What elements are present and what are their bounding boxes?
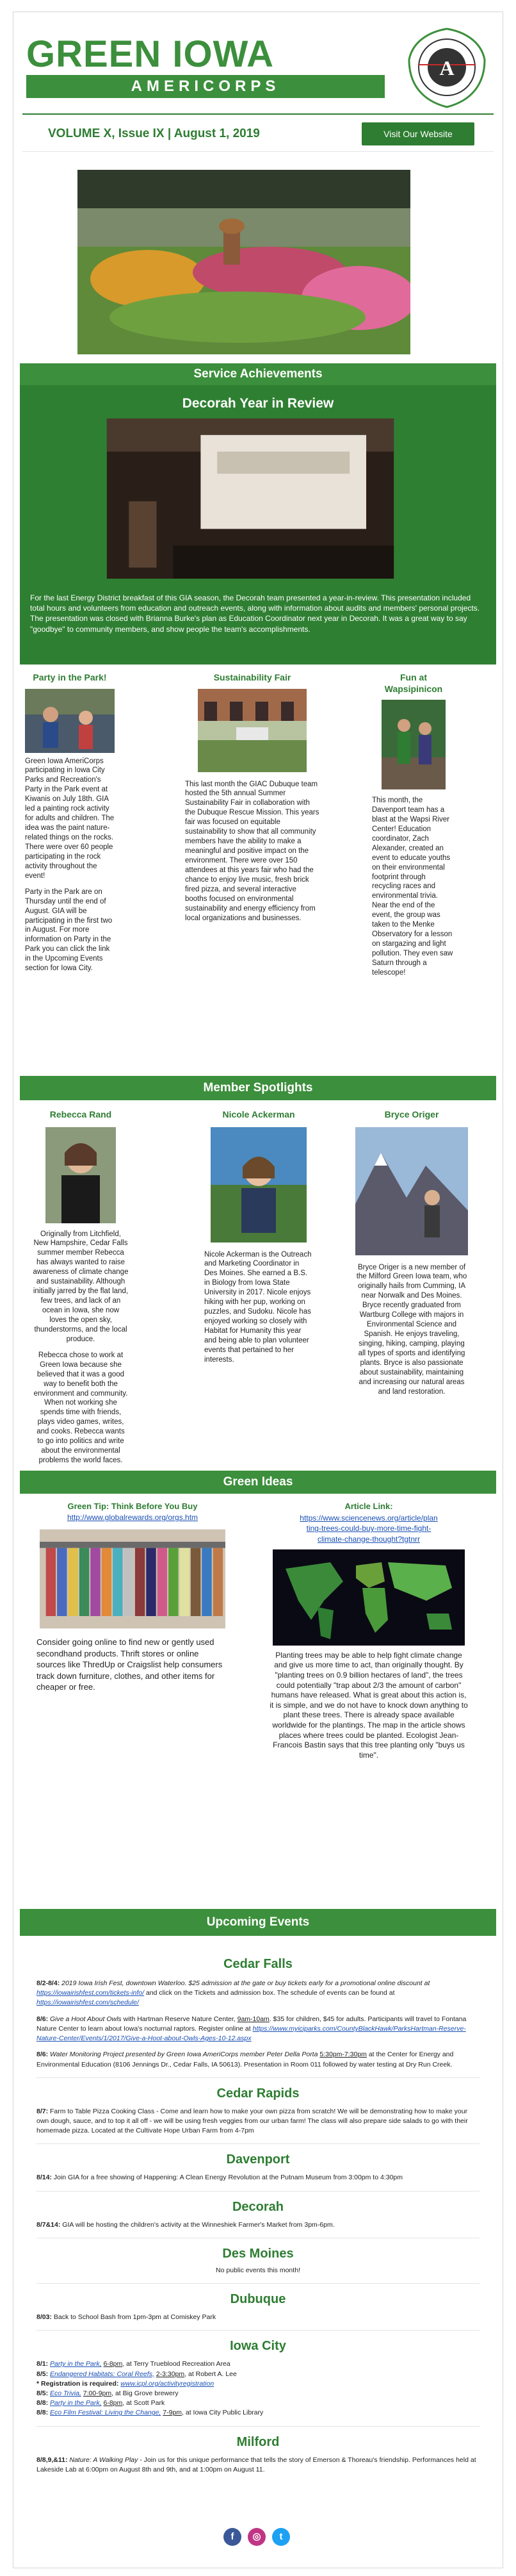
col-title: Sustainability Fair (213, 672, 291, 682)
event-item (36, 2313, 480, 2322)
issue-text: VOLUME X, Issue IX | August 1, 2019 (48, 127, 260, 140)
event-text: - Join us for this unique performance that tells the story of Emerson & Thoreau's friendship. Performances held at Lakeside Lab at 6:00pm on August 8th and 9th, and at 1:00pm on August 11. (36, 2456, 476, 2473)
event-item (36, 2389, 480, 2398)
newsletter-frame (13, 12, 503, 2568)
event-text: , at Robert A. Lee (184, 2370, 237, 2378)
member-bryce (354, 1109, 469, 1397)
green-tip (36, 1501, 229, 1693)
col-title: Party in the Park! (33, 672, 107, 682)
article-link-part[interactable]: climate-change-thought?tgtnrr (317, 1534, 421, 1544)
tree-planting-map (273, 1549, 465, 1646)
event-item (36, 2398, 480, 2408)
event-item (36, 2173, 480, 2183)
event-item (36, 2107, 480, 2136)
member-text: Nicole Ackerman is the Outreach and Marketing Coordinator in Des Moines. She earned a B.S. in Biology from Iowa State University in 2017. Nicole enjoys hiking with her pup, working on puzzles, and Sudoku. Nicole has enjoyed working so closely with Habitat for Humanity this year and being able to plan volunteer events that pertained to her interests. (204, 1250, 312, 1364)
divider (36, 2191, 480, 2192)
issue-row (22, 115, 494, 152)
col-text: Party in the Park are on Thursday until the end of August. GIA will be participating in the first two in August. For more information on Party in the Park you can click the link in the Upcoming Events section for Iowa City. (25, 888, 113, 973)
member-rebecca (33, 1109, 129, 1466)
event-text: , at Big Grove brewery (111, 2389, 179, 2397)
article-title: Article Link: (344, 1501, 393, 1511)
event-link[interactable]: Party in the Park, (50, 2399, 102, 2407)
events-section-header: Upcoming Events (20, 1909, 496, 1936)
col-title: Fun at Wapsipinicon (384, 672, 443, 694)
col-text: This month, the Davenport team has a blast at the Wapsi River Center! Education coordinator, Zach Alexander, created an event to educate youths on their environmental footprint through recycling races and environmental trivia. Near the end of the event, the group was taken to the Menke Observatory for a lesson on stargazing and light pollution. They even saw Saturn through a telescope! (372, 797, 453, 977)
event-title: Water Monitoring Project presented by Green Iowa AmeriCorps member Peter Della Porta (50, 2051, 318, 2059)
member-text: Bryce Origer is a new member of the Milford Green Iowa team, who originally hails from Cumming, IA near Norwalk and Des Moines. Bryce recently graduated from Wartburg College with majors in Environmental Science and Spanish. He enjoys traveling, singing, hiking, camping, playing all types of sports and identifying plants. Bryce is also passionate about sustainability, maintaining and increasing our natural areas and land restoration. (356, 1263, 467, 1396)
event-link[interactable]: Eco Trivia, (50, 2389, 81, 2397)
event-item (36, 2015, 480, 2044)
event-item (36, 2408, 480, 2418)
member-bryce-photo (355, 1127, 468, 1255)
member-nicole (204, 1109, 313, 1365)
event-city-heading: Dubuque (230, 2292, 286, 2307)
event-date: 8/5: (36, 2389, 49, 2397)
event-item: No public events this month! (216, 2266, 300, 2274)
sustainability-fair-photo (198, 689, 307, 772)
divider (36, 2077, 480, 2078)
spotlights-section-header: Member Spotlights (20, 1076, 496, 1100)
wapsipinicon-photo (382, 700, 446, 789)
article-link-part[interactable]: https://www.sciencenews.org/article/plan (300, 1514, 438, 1523)
member-name: Bryce Origer (384, 1109, 439, 1119)
event-text: Farm to Table Pizza Cooking Class - Come and learn how to make your own pizza from scratch! We will be demonstrating how to make your own dough, sauce, and to top it all off - we will be using fresh veggies from our urban farm! The class will also prepare side salads to go with their homemade pizza. Located at the Cultivate Hope Urban Farm from 4-7pm (36, 2107, 468, 2135)
event-time: 6-8pm (103, 2399, 123, 2407)
event-link[interactable]: Endangered Habitats: Coral Reefs, (50, 2370, 154, 2378)
visit-website-button[interactable]: Visit Our Website (362, 122, 474, 145)
hero-garden-photo (77, 170, 410, 354)
event-city-heading: Cedar Falls (223, 1957, 293, 1971)
event-item (36, 2050, 480, 2069)
event-text: 2019 Iowa Irish Fest, downtown Waterloo. $25 admission at the gate or buy tickets early for a promotional online discount at (61, 1979, 430, 1987)
event-city-heading: Decorah (232, 2199, 284, 2214)
event-text: , at Terry Trueblood Recreation Area (122, 2360, 230, 2368)
decorah-feature-title: Decorah Year in Review (182, 396, 334, 411)
tip-text: Consider going online to find new or gently used secondhand products. Thrift stores or online sources like ThredUp or Craigslist help consumers track down furniture, clothes, and other items for cheaper or free. (36, 1637, 223, 1692)
event-link[interactable]: www.icpl.org/activityregistration (120, 2379, 214, 2388)
event-date: 8/8,9,&11: (36, 2456, 68, 2464)
event-item (36, 2456, 480, 2475)
service-col-1 (25, 672, 115, 973)
article-block (270, 1501, 468, 1760)
event-date: 8/7: (36, 2107, 49, 2115)
member-name: Rebecca Rand (49, 1109, 112, 1119)
logo-subtitle: AMERICORPS (26, 75, 385, 98)
col-text: This last month the GIAC Dubuque team hosted the 5th annual Summer Sustainability Fair in collaboration with the Dubuque Rescue Mission. This years fair was focused on equitable sustainability to show that all community members have the ability to make a meaningful and positive impact on the environment. There were over 150 attendees at this years fair who had the chance to enjoy live music, fresh brick fired pizza, and several interactive booths focused on environmental sustainability and energy efficiency from local organizations and businesses. (185, 780, 319, 922)
event-date: 8/1: (36, 2360, 49, 2368)
newsletter-header (22, 12, 494, 115)
event-link[interactable]: https://iowairishfest.com/schedule/ (36, 1999, 139, 2007)
event-city-heading: Davenport (226, 2152, 290, 2167)
event-city-heading: Iowa City (230, 2339, 286, 2354)
event-date: 8/7&14: (36, 2220, 61, 2229)
member-text: Rebecca chose to work at Green Iowa because she believed that it was a good way to benefit both the environment and community. When not working she spends time with friends, plays video games, writes, and cooks. Rebecca wants to go into politics and write about the environmental problems the world faces. (33, 1351, 128, 1465)
article-link[interactable] (270, 1513, 468, 1544)
decorah-feature-block (20, 385, 496, 665)
event-date: 8/8: (36, 2409, 49, 2417)
event-text: GIA will be hosting the children's activity at the Winneshiek Farmer's Market from 3pm-6pm. (62, 2220, 335, 2229)
event-link[interactable]: Eco Film Festival: Living the Change, (50, 2409, 161, 2417)
event-city-heading: Des Moines (222, 2246, 294, 2261)
event-title: Nature: A Walking Play (69, 2456, 138, 2464)
event-city-heading: Milford (236, 2434, 280, 2449)
event-text: at the Center for Energy and Environmental Education (8106 Jennings Dr., Cedar Falls, IA 50613). Presentation in Room 011 followed by water testing at Dry Run Creek. (36, 2051, 454, 2068)
event-date: 8/6: (36, 2015, 49, 2023)
event-link[interactable]: https://iowairishfest.com/tickets-info/ (36, 1989, 145, 1997)
facebook-icon[interactable]: f (223, 2528, 241, 2546)
member-nicole-photo (211, 1127, 307, 1243)
event-time: 6-8pm (103, 2360, 123, 2368)
event-item (36, 2220, 480, 2230)
divider (36, 2143, 480, 2144)
divider (36, 2426, 480, 2427)
event-text: Join GIA for a free showing of Happening: A Clean Energy Revolution at the Putnam Museum from 3:00pm to 4:30pm (53, 2174, 403, 2182)
article-link-part[interactable]: ting-trees-could-buy-more-time-fight- (306, 1524, 431, 1533)
event-date: 8/5: (36, 2370, 49, 2378)
logo-title: GREEN IOWA (26, 33, 275, 75)
event-text: and click on the Tickets and admission box. The schedule of events can be found at (145, 1989, 395, 1997)
event-item (36, 1979, 480, 2008)
event-time: 7-9pm (163, 2409, 182, 2417)
service-col-2 (185, 672, 319, 923)
event-city-heading: Cedar Rapids (216, 2086, 300, 2101)
tip-title: Green Tip: Think Before You Buy (67, 1501, 198, 1511)
service-col-3 (372, 672, 455, 978)
event-title: Give a Hoot About Owls (50, 2015, 122, 2023)
event-time: 9am-10am (237, 2015, 270, 2023)
event-item (36, 2379, 480, 2389)
social-icons (13, 2528, 503, 2550)
event-note: * Registration is required: (36, 2379, 119, 2388)
article-text: Planting trees may be able to help fight climate change and give us more time to act, than originally thought. By "planting trees on 0.9 billion hectares of land", the trees could potentially "trap about 2/3 the amount of carbon" humans have released. What is great about this action is, it is simple, and we do not have to knock down anything to plant these trees. There is already space available worldwide for the plantings. The map in the article shows places where trees could be planted. Ecologist Jean-Francois Bastin says that this tree planting only "buys us time". (270, 1650, 468, 1760)
party-in-park-photo (25, 689, 115, 753)
event-date: 8/8: (36, 2399, 49, 2407)
event-text: with Hartman Reserve Nature Center, (123, 2015, 236, 2023)
instagram-icon[interactable]: ◎ (248, 2528, 266, 2546)
event-text: , at Scott Park (122, 2399, 165, 2407)
events-list (36, 1947, 480, 2475)
member-rebecca-photo (45, 1127, 116, 1223)
event-time: 7:00-9pm (83, 2389, 112, 2397)
event-date: 8/2-8/4: (36, 1979, 60, 1987)
tip-link[interactable]: http://www.globalrewards.org/orgs.htm (67, 1513, 198, 1523)
twitter-icon[interactable]: t (272, 2528, 290, 2546)
event-text: . $35 for children, $45 for adults. Participants will travel to Fontana Nature Center to learn about Iowa's nocturnal raptors. Register online at (36, 2015, 467, 2033)
badge-letter: A (439, 56, 455, 79)
event-date: 8/14: (36, 2174, 52, 2182)
decorah-feature-text: For the last Energy District breakfast of this GIA season, the Decorah team presented a year-in-review. This presentation included total hours and volunteers from education and outreach events, along with information about audits and members' personal projects. The presentation was closed with Brianna Burke's plan as Education Coordinator next year in Decorah. It was a great way to say "goodbye" to community members, and show people the team's accomplishments. (30, 593, 480, 634)
decorah-presentation-photo (65, 418, 436, 579)
ideas-section-header: Green Ideas (20, 1471, 496, 1494)
service-section-header: Service Achievements (20, 363, 496, 385)
event-link[interactable]: https://www.myiciparks.com/CountyBlackHawk/ParksHartman-Reserve-Nature-Center/Events/1/2017/Give-a-Hoot-about-Owls-Ages-10-12.aspx (36, 2024, 466, 2043)
divider (36, 2330, 480, 2331)
member-text: Originally from Litchfield, New Hampshire, Cedar Falls summer member Rebecca has always wanted to raise awareness of climate change and sustainability. Although initially jarred by the flat land, few trees, and lack of an ocean in Iowa, she now loves the open sky, thunderstorms, and the local produce. (33, 1230, 129, 1343)
event-date: 8/6: (36, 2051, 49, 2059)
divider (36, 2283, 480, 2284)
event-item (36, 2370, 480, 2379)
event-link[interactable]: Party in the Park, (50, 2360, 102, 2368)
event-text: Back to School Bash from 1pm-3pm at Comiskey Park (53, 2313, 216, 2322)
americorps-badge-icon (405, 26, 488, 110)
col-text: Green Iowa AmeriCorps participating in Iowa City Parks and Recreation's Party in the Park event at Kiwanis on July 18th. GIA led a painting rock activity for adults and children. The idea was the paint nature-related things on the rocks. There were over 60 people participating in the rock activity throughout the event! (25, 757, 115, 880)
event-time: 2-3:30pm (156, 2370, 185, 2378)
event-text: , at Iowa City Public Library (182, 2409, 264, 2417)
event-time: 5:30pm-7:30pm (319, 2051, 367, 2059)
event-date: 8/03: (36, 2313, 52, 2322)
member-name: Nicole Ackerman (222, 1109, 295, 1119)
thrift-store-photo (40, 1528, 225, 1630)
event-item (36, 2359, 480, 2369)
